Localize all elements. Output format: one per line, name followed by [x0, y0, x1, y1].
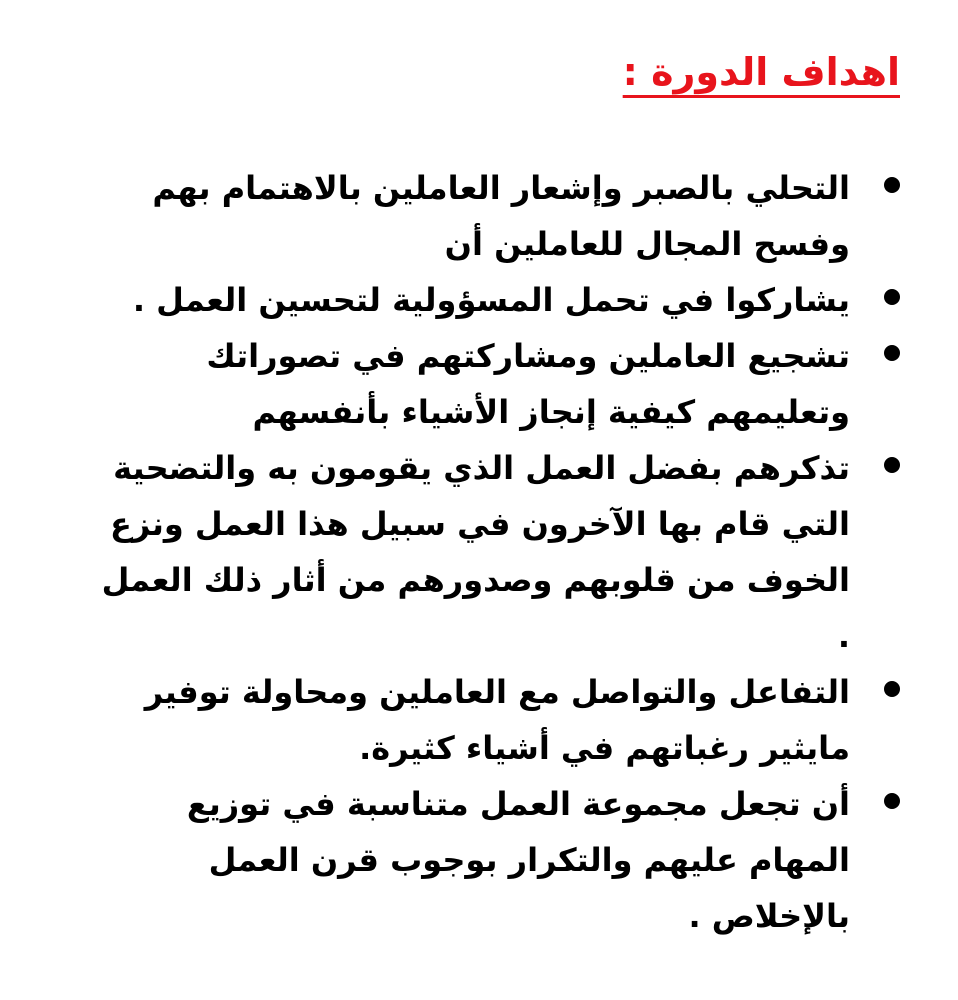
bullet-icon	[884, 345, 900, 361]
page-title: اهداف الدورة :	[622, 50, 900, 94]
item-4-line-4: .	[837, 617, 850, 655]
item-6-line-3: بالإخلاص .	[688, 897, 850, 935]
bullet-icon	[884, 177, 900, 193]
item-5-line-2: مايثير رغباتهم في أشياء كثيرة.	[359, 729, 850, 767]
list-item-1	[100, 160, 900, 272]
list-item-4	[100, 440, 900, 664]
list-item-2	[100, 272, 900, 328]
item-2-line-1: يشاركوا في تحمل المسؤولية لتحسين العمل .	[132, 281, 850, 319]
item-6-line-2: المهام عليهم والتكرار بوجوب قرن العمل	[208, 841, 850, 879]
item-5-line-1: التفاعل والتواصل مع العاملين ومحاولة توفير	[144, 673, 850, 711]
item-1-line-1: التحلي بالصبر وإشعار العاملين بالاهتمام بهم	[152, 169, 850, 207]
item-4-line-1: تذكرهم بفضل العمل الذي يقومون به والتضحية	[113, 449, 850, 487]
item-3-line-2: وتعليمهم كيفية إنجاز الأشياء بأنفسهم	[252, 393, 850, 431]
item-4-line-3: الخوف من قلوبهم وصدورهم من أثار ذلك العمل	[101, 561, 850, 599]
item-6-line-1: أن تجعل مجموعة العمل متناسبة في توزيع	[186, 785, 850, 823]
list-item-5	[100, 664, 900, 776]
objectives-list	[100, 160, 900, 944]
item-3-line-1: تشجيع العاملين ومشاركتهم في تصوراتك	[206, 337, 850, 375]
bullet-icon	[884, 793, 900, 809]
item-4-line-2: التي قام بها الآخرون في سبيل هذا العمل ونزع	[110, 505, 850, 543]
list-item-3	[100, 328, 900, 440]
list-item-6	[100, 776, 900, 944]
bullet-icon	[884, 289, 900, 305]
item-1-line-2: وفسح المجال للعاملين أن	[444, 225, 850, 263]
bullet-icon	[884, 457, 900, 473]
bullet-icon	[884, 681, 900, 697]
